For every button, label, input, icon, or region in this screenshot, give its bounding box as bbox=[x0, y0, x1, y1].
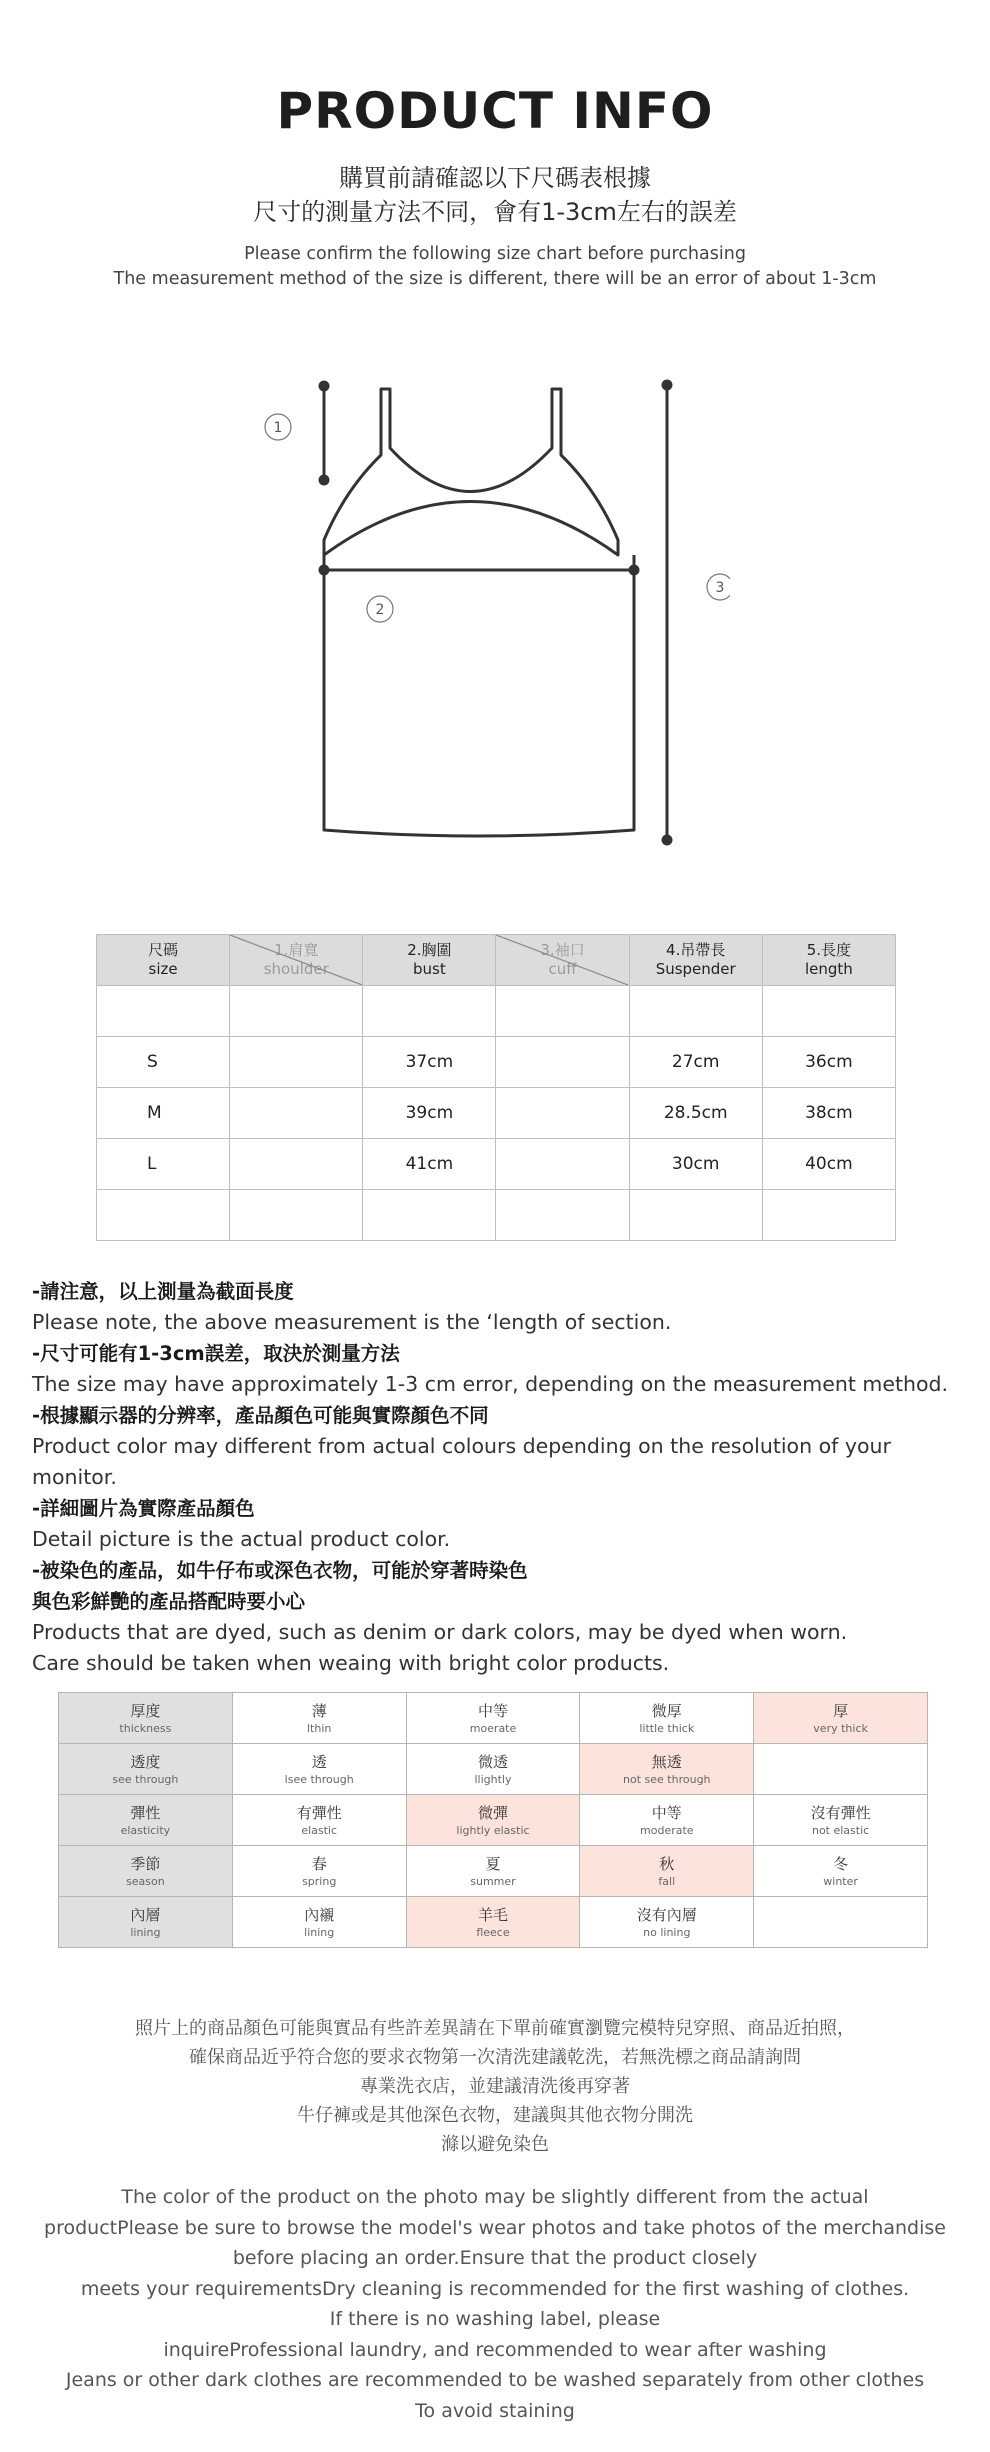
property-table bbox=[58, 1692, 928, 1948]
property-option bbox=[406, 1693, 580, 1744]
size-cell: M bbox=[97, 1088, 230, 1139]
note-zh: -根據顯示器的分辨率，產品顏色可能與實際顏色不同 bbox=[32, 1404, 489, 1427]
header-cuff-zh: 3.袖口 bbox=[540, 941, 585, 959]
subtitle-zh-line1: 購買前請確認以下尺碼表根據 bbox=[339, 164, 651, 192]
header-shoulder-en: shoulder bbox=[263, 960, 329, 978]
property-option bbox=[754, 1897, 928, 1948]
option-zh: 薄 bbox=[311, 1701, 327, 1720]
note-en: Products that are dyed, such as denim or dark colors, may be dyed when worn. bbox=[32, 1620, 848, 1644]
size-cell: 27cm bbox=[629, 1037, 762, 1088]
option-en: fleece bbox=[476, 1925, 510, 1939]
footer-zh-line: 滌以避免染色 bbox=[441, 2134, 549, 2155]
strike-diagonal bbox=[230, 935, 362, 985]
property-label-en: elasticity bbox=[120, 1823, 171, 1837]
footer-zh-line: 照片上的商品顏色可能與實品有些許差異請在下單前確實瀏覽完模特兒穿照、商品近拍照， bbox=[135, 2018, 855, 2039]
size-cell bbox=[363, 986, 496, 1037]
header-size-zh: 尺碼 bbox=[148, 941, 179, 959]
option-en: fall bbox=[658, 1874, 676, 1888]
size-cell bbox=[230, 1139, 363, 1190]
property-option-selected bbox=[406, 1795, 580, 1846]
note-en: Detail picture is the actual product color. bbox=[32, 1527, 451, 1551]
property-label bbox=[59, 1897, 233, 1948]
footer-notice-en bbox=[0, 2182, 990, 2426]
marker-3 bbox=[707, 574, 730, 600]
property-option bbox=[754, 1846, 928, 1897]
header-suspender bbox=[629, 935, 762, 986]
size-table-header bbox=[97, 935, 896, 986]
size-cell bbox=[496, 986, 629, 1037]
footer-en-line: before placing an order.Ensure that the product closely bbox=[232, 2247, 758, 2269]
size-cell bbox=[230, 1037, 363, 1088]
option-en: winter bbox=[823, 1874, 858, 1888]
footer-en-line: Jeans or other dark clothes are recommended to be washed separately from other clothes bbox=[65, 2369, 925, 2391]
footer-en-line: inquireProfessional laundry, and recommended to wear after washing bbox=[163, 2338, 827, 2361]
property-row bbox=[59, 1744, 928, 1795]
option-zh: 微彈 bbox=[477, 1803, 508, 1822]
header-length-en: length bbox=[804, 960, 853, 978]
option-en: no lining bbox=[643, 1925, 691, 1939]
size-row bbox=[97, 1088, 896, 1139]
note-zh: -尺寸可能有1-3cm誤差，取決於測量方法 bbox=[32, 1342, 400, 1365]
property-label-zh: 彈性 bbox=[130, 1803, 161, 1822]
property-option bbox=[232, 1897, 406, 1948]
option-en: moderate bbox=[640, 1823, 694, 1837]
footer-zh-line: 專業洗衣店，並建議清洗後再穿著 bbox=[360, 2076, 630, 2097]
option-en: lthin bbox=[307, 1721, 332, 1735]
svg-text:2: 2 bbox=[375, 602, 385, 618]
property-option-selected bbox=[580, 1744, 754, 1795]
property-label bbox=[59, 1744, 233, 1795]
property-label bbox=[59, 1795, 233, 1846]
subtitle-en-line2: The measurement method of the size is different, there will be an error of about 1-3cm bbox=[113, 269, 877, 289]
property-option bbox=[580, 1795, 754, 1846]
footer-en-line: If there is no washing label, please bbox=[329, 2308, 661, 2330]
option-zh: 中等 bbox=[477, 1701, 508, 1720]
footer-en-line: productPlease be sure to browse the model's wear photos and take photos of the merchandise bbox=[44, 2216, 946, 2239]
size-cell bbox=[762, 1190, 895, 1241]
size-cell: 38cm bbox=[762, 1088, 895, 1139]
header-length bbox=[762, 935, 895, 986]
notes-section bbox=[32, 1276, 972, 1679]
property-row bbox=[59, 1795, 928, 1846]
option-zh: 羊毛 bbox=[477, 1905, 508, 1924]
option-en: spring bbox=[302, 1874, 337, 1888]
size-cell: 30cm bbox=[629, 1139, 762, 1190]
option-en: llightly bbox=[474, 1772, 512, 1786]
page-title: PRODUCT INFO bbox=[276, 82, 714, 140]
marker-1 bbox=[265, 414, 291, 440]
measure-line-3 bbox=[663, 381, 671, 844]
option-zh: 中等 bbox=[651, 1803, 682, 1822]
property-label-en: lining bbox=[130, 1925, 161, 1939]
size-cell bbox=[496, 1139, 629, 1190]
size-cell bbox=[496, 1088, 629, 1139]
strike-diagonal bbox=[496, 935, 628, 985]
header-length-zh: 5.長度 bbox=[806, 941, 852, 959]
size-table-body bbox=[97, 986, 896, 1241]
size-row bbox=[97, 1037, 896, 1088]
option-zh: 春 bbox=[311, 1854, 327, 1873]
size-cell: 39cm bbox=[363, 1088, 496, 1139]
option-en: not see through bbox=[623, 1772, 711, 1786]
option-zh: 微厚 bbox=[651, 1701, 682, 1720]
size-cell bbox=[97, 986, 230, 1037]
note-en: The size may have approximately 1-3 cm error, depending on the measurement method. bbox=[32, 1372, 949, 1396]
option-en: lightly elastic bbox=[456, 1823, 530, 1837]
size-cell bbox=[230, 986, 363, 1037]
size-cell bbox=[230, 1190, 363, 1241]
size-cell: 36cm bbox=[762, 1037, 895, 1088]
property-label-zh: 厚度 bbox=[130, 1701, 161, 1720]
option-zh: 無透 bbox=[651, 1752, 682, 1771]
option-en: very thick bbox=[813, 1721, 868, 1735]
property-label-zh: 季節 bbox=[130, 1854, 161, 1873]
footer-zh-line: 確保商品近乎符合您的要求衣物第一次清洗建議乾洗，若無洗標之商品請詢問 bbox=[189, 2047, 801, 2068]
size-cell bbox=[230, 1088, 363, 1139]
size-cell bbox=[97, 1190, 230, 1241]
size-cell: S bbox=[97, 1037, 230, 1088]
note-en: Product color may different from actual colours depending on the resolution of your monitor. bbox=[32, 1434, 891, 1489]
option-en: elastic bbox=[301, 1823, 338, 1837]
option-zh: 厚 bbox=[833, 1701, 849, 1720]
size-cell bbox=[496, 1190, 629, 1241]
note-zh: -請注意，以上測量為截面長度 bbox=[32, 1280, 294, 1303]
property-row bbox=[59, 1846, 928, 1897]
header-shoulder-zh: 1.肩寬 bbox=[274, 941, 319, 959]
property-option bbox=[406, 1744, 580, 1795]
property-label-zh: 透度 bbox=[130, 1752, 161, 1771]
option-zh: 夏 bbox=[485, 1854, 501, 1873]
footer-notice-zh bbox=[0, 2014, 990, 2159]
size-cell: 37cm bbox=[363, 1037, 496, 1088]
property-table-body bbox=[59, 1693, 928, 1948]
property-option bbox=[754, 1744, 928, 1795]
measure-line-1 bbox=[320, 382, 328, 484]
property-option bbox=[232, 1795, 406, 1846]
size-row bbox=[97, 1139, 896, 1190]
size-cell: 41cm bbox=[363, 1139, 496, 1190]
option-zh: 微透 bbox=[477, 1752, 508, 1771]
size-cell: 40cm bbox=[762, 1139, 895, 1190]
option-zh: 透 bbox=[311, 1752, 327, 1771]
size-row bbox=[97, 986, 896, 1037]
property-option-selected bbox=[580, 1846, 754, 1897]
subtitle-zh-line2: 尺寸的測量方法不同，會有1-3cm左右的誤差 bbox=[253, 198, 737, 226]
header-shoulder bbox=[230, 935, 363, 986]
size-cell bbox=[762, 986, 895, 1037]
size-cell bbox=[629, 1190, 762, 1241]
property-option bbox=[754, 1795, 928, 1846]
size-cell bbox=[629, 986, 762, 1037]
property-label bbox=[59, 1693, 233, 1744]
footer-zh-line: 牛仔褲或是其他深色衣物，建議與其他衣物分開洗 bbox=[297, 2105, 693, 2126]
property-option bbox=[406, 1846, 580, 1897]
property-option bbox=[232, 1744, 406, 1795]
footer-en-line: The color of the product on the photo may be slightly different from the actual bbox=[121, 2186, 869, 2208]
header-cuff bbox=[496, 935, 629, 986]
property-option-selected bbox=[406, 1897, 580, 1948]
svg-text:3: 3 bbox=[715, 580, 725, 596]
property-row bbox=[59, 1897, 928, 1948]
footer-en-line: meets your requirementsDry cleaning is recommended for the first washing of clothes. bbox=[80, 2277, 910, 2300]
header-size-en: size bbox=[148, 960, 178, 978]
size-cell: L bbox=[97, 1139, 230, 1190]
property-row bbox=[59, 1693, 928, 1744]
property-option bbox=[232, 1693, 406, 1744]
property-label-zh: 內層 bbox=[130, 1905, 161, 1924]
property-label-en: see through bbox=[112, 1772, 179, 1786]
note-en: Please note, the above measurement is the ‘length of section. bbox=[32, 1310, 672, 1334]
option-zh: 冬 bbox=[833, 1854, 849, 1873]
option-en: moerate bbox=[469, 1721, 517, 1735]
option-en: lining bbox=[304, 1925, 335, 1939]
option-en: little thick bbox=[639, 1721, 695, 1735]
option-zh: 內襯 bbox=[304, 1905, 335, 1924]
option-en: not elastic bbox=[811, 1823, 870, 1837]
option-en: summer bbox=[470, 1874, 516, 1888]
property-option-selected bbox=[754, 1693, 928, 1744]
marker-2 bbox=[367, 596, 393, 622]
svg-text:1: 1 bbox=[273, 420, 283, 436]
header-bust bbox=[363, 935, 496, 986]
option-zh: 沒有彈性 bbox=[810, 1803, 871, 1822]
note-en: Care should be taken when weaing with bright color products. bbox=[32, 1651, 670, 1675]
property-option bbox=[580, 1897, 754, 1948]
property-label-en: thickness bbox=[119, 1721, 172, 1735]
header-size bbox=[97, 935, 230, 986]
garment-diagram bbox=[250, 370, 730, 860]
footer-en-line: To avoid staining bbox=[415, 2399, 575, 2422]
property-label-en: season bbox=[126, 1874, 165, 1888]
header-suspender-zh: 4.吊帶長 bbox=[666, 941, 726, 959]
option-zh: 沒有內層 bbox=[636, 1905, 697, 1924]
header-bust-en: bust bbox=[413, 960, 446, 978]
size-row bbox=[97, 1190, 896, 1241]
camisole-outline bbox=[324, 389, 634, 836]
size-table bbox=[96, 934, 896, 1241]
option-en: lsee through bbox=[284, 1772, 354, 1786]
note-zh: -詳細圖片為實際產品顏色 bbox=[32, 1497, 255, 1520]
size-cell: 28.5cm bbox=[629, 1088, 762, 1139]
measure-line-2 bbox=[320, 566, 638, 574]
property-label bbox=[59, 1846, 233, 1897]
option-zh: 有彈性 bbox=[296, 1803, 342, 1822]
option-zh: 秋 bbox=[659, 1854, 675, 1873]
property-option bbox=[232, 1846, 406, 1897]
subtitle-en-line1: Please confirm the following size chart before purchasing bbox=[244, 244, 746, 264]
note-zh: -被染色的產品，如牛仔布或深色衣物，可能於穿著時染色 bbox=[32, 1559, 528, 1582]
header-suspender-en: Suspender bbox=[655, 960, 736, 978]
note-zh: 與色彩鮮艷的產品搭配時要小心 bbox=[32, 1590, 306, 1613]
property-option bbox=[580, 1693, 754, 1744]
header-bust-zh: 2.胸圍 bbox=[407, 941, 452, 959]
size-cell bbox=[363, 1190, 496, 1241]
size-cell bbox=[496, 1037, 629, 1088]
header-cuff-en: cuff bbox=[548, 960, 577, 978]
